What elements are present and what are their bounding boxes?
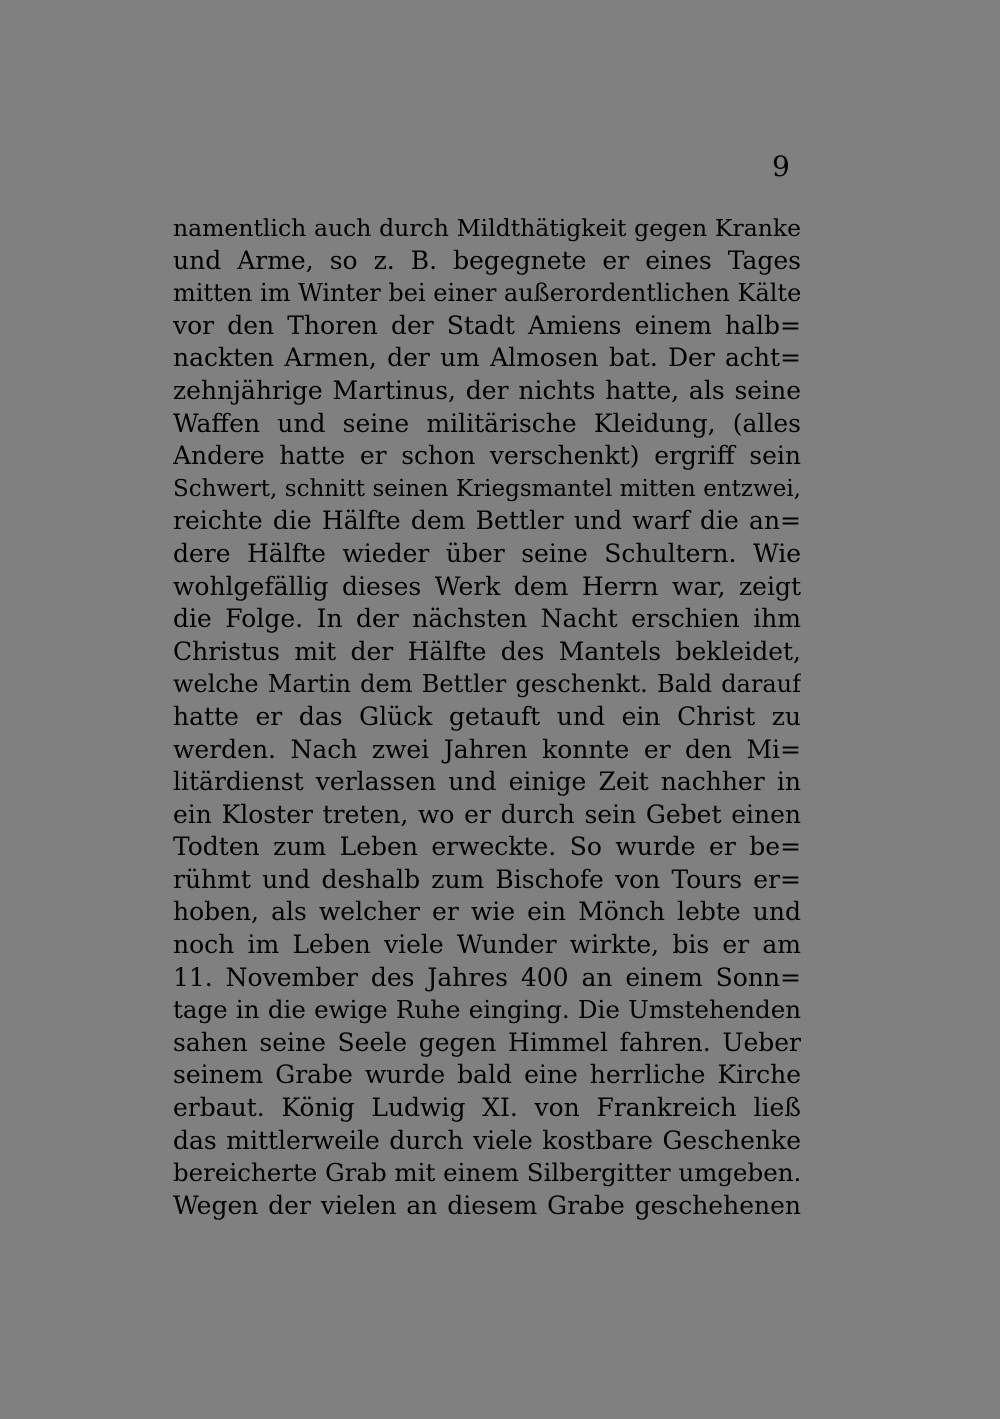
text-line: rühmt und deshalb zum Bischofe von Tours er= <box>173 864 801 894</box>
text-line: Wegen der vielen an diesem Grabe geschehenen <box>173 1190 801 1220</box>
page-number: 9 <box>772 150 790 183</box>
text-line: vor den Thoren der Stadt Amiens einem halb= <box>173 310 801 340</box>
text-line: nackten Armen, der um Almosen bat. Der acht= <box>173 343 801 373</box>
text-line: reichte die Hälfte dem Bettler und warf die an= <box>173 506 801 536</box>
text-line: 11. November des Jahres 400 an einem Sonn= <box>173 962 801 992</box>
text-line: mitten im Winter bei einer außerordentlichen Kälte <box>173 279 801 308</box>
text-line: hoben, als welcher er wie ein Mönch lebte und <box>173 897 801 927</box>
text-line: dere Hälfte wieder über seine Schultern. Wie <box>173 538 801 568</box>
text-line: seinem Grabe wurde bald eine herrliche Kirche <box>173 1060 801 1090</box>
text-line: welche Martin dem Bettler geschenkt. Bald darauf <box>173 670 801 699</box>
text-line: werden. Nach zwei Jahren konnte er den Mi= <box>173 734 801 764</box>
text-line: erbaut. König Ludwig XI. von Frankreich ließ <box>173 1093 801 1123</box>
text-line: die Folge. In der nächsten Nacht erschien ihm <box>173 604 801 634</box>
text-line: litärdienst verlassen und einige Zeit nachher in <box>173 767 801 797</box>
text-line: Andere hatte er schon verschenkt) ergriff sein <box>173 441 801 471</box>
text-line: ein Kloster treten, wo er durch sein Gebet einen <box>173 799 801 829</box>
text-line: namentlich auch durch Mildthätigkeit gegen Kranke <box>173 214 801 242</box>
text-line: hatte er das Glück getauft und ein Christ zu <box>173 701 801 731</box>
text-line: wohlgefällig dieses Werk dem Herrn war, zeigt <box>173 571 801 601</box>
text-line: Todten zum Leben erweckte. So wurde er be= <box>173 832 801 862</box>
text-line: das mittlerweile durch viele kostbare Geschenke <box>173 1125 801 1155</box>
text-line: tage in die ewige Ruhe einging. Die Umstehenden <box>173 995 801 1025</box>
text-line: zehnjährige Martinus, der nichts hatte, als seine <box>173 375 801 405</box>
text-line: Waffen und seine militärische Kleidung, (alles <box>173 408 801 438</box>
text-line: Christus mit der Hälfte des Mantels bekleidet, <box>173 636 801 666</box>
text-line: noch im Leben viele Wunder wirkte, bis er am <box>173 930 801 960</box>
text-line: bereicherte Grab mit einem Silbergitter umgeben. <box>173 1158 801 1188</box>
text-line: Schwert, schnitt seinen Kriegsmantel mitten entzwei, <box>173 475 801 502</box>
text-line: und Arme, so z. B. begegnete er eines Tages <box>173 245 801 275</box>
body-text <box>173 212 801 1222</box>
text-line: sahen seine Seele gegen Himmel fahren. Ueber <box>173 1027 801 1057</box>
